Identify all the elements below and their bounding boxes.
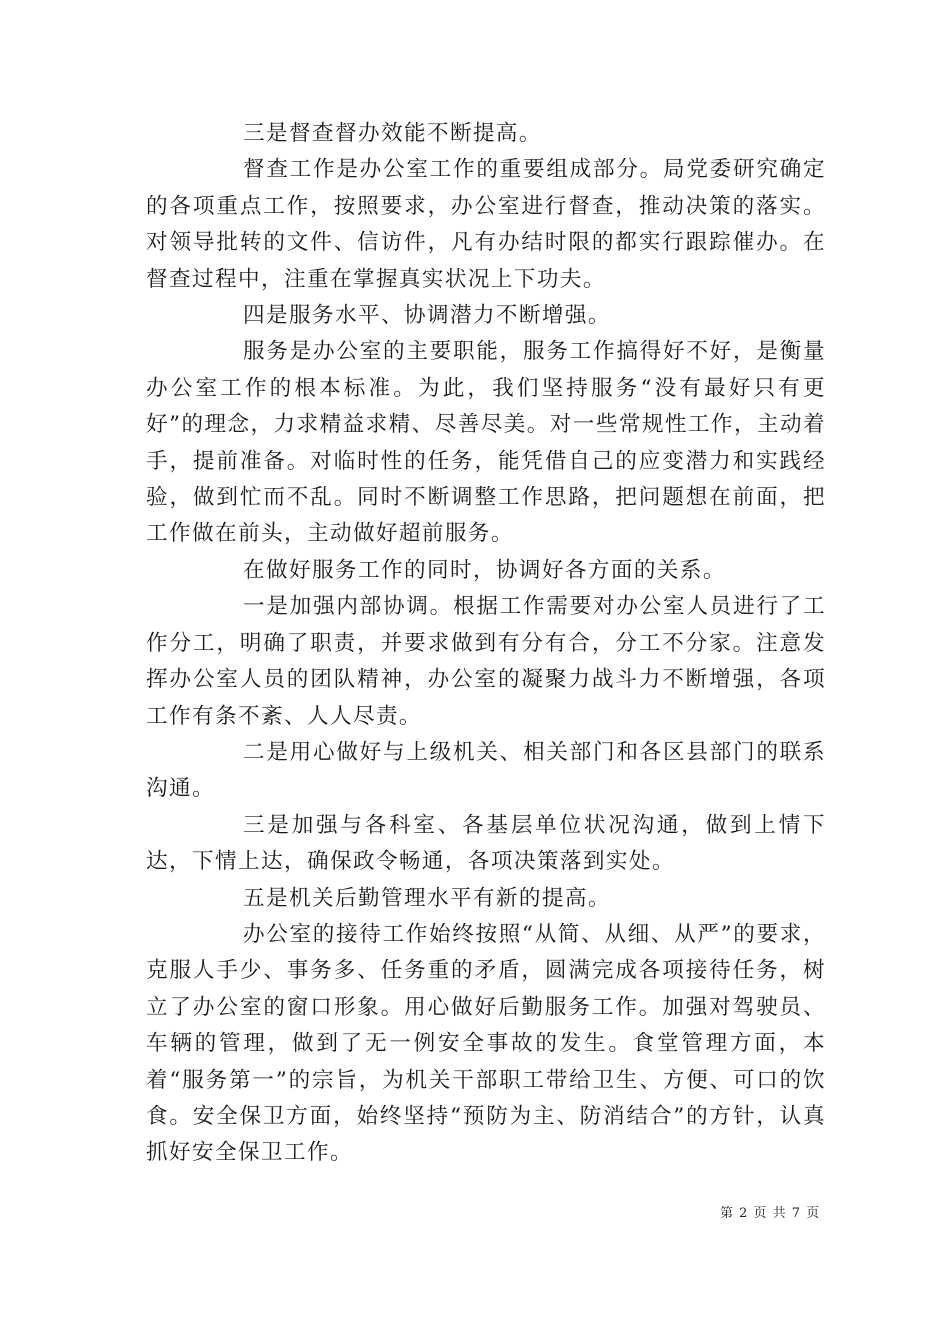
paragraph-grassroots-communication: 三是加强与各科室、各基层单位状况沟通，做到上情下达，下情上达，确保政令畅通，各项决策落到实处。 bbox=[146, 812, 826, 875]
paragraph-external-communication: 二是用心做好与上级机关、相关部门和各区县部门的联系沟通。 bbox=[146, 739, 826, 802]
paragraph-logistics-detail: 办公室的接待工作始终按照“从简、从细、从严”的要求，克服人手少、事务多、任务重的矛盾，圆满完成各项接待任务，树立了办公室的窗口形象。用心做好后勤服务工作。加强对驾驶员、车辆的管理，做到了无一例安全事故的发生。食堂管理方面，本着“服务第一”的宗旨，为机关干部职工带给卫生、方便、可口的饮食。安全保卫方面，始终坚持“预防为主、防消结合”的方针，认真抓好安全保卫工作。 bbox=[146, 921, 826, 1166]
paragraph-service-detail: 服务是办公室的主要职能，服务工作搞得好不好，是衡量办公室工作的根本标准。为此，我们坚持服务“没有最好只有更好”的理念，力求精益求精、尽善尽美。对一些常规性工作，主动着手，提前准备。对临时性的任务，能凭借自己的应变潜力和实践经验，做到忙而不乱。同时不断调整工作思路，把问题想在前面，把工作做在前头，主动做好超前服务。 bbox=[146, 339, 826, 547]
paragraph-heading-logistics: 五是机关后勤管理水平有新的提高。 bbox=[243, 885, 611, 911]
paragraph-coordination-intro: 在做好服务工作的同时，协调好各方面的关系。 bbox=[243, 557, 726, 583]
paragraph-heading-service: 四是服务水平、协调潜力不断增强。 bbox=[243, 303, 611, 329]
page-number-label: 第 2 页 共 7 页 bbox=[720, 1206, 821, 1221]
paragraph-supervision-detail: 督查工作是办公室工作的重要组成部分。局党委研究确定的各项重点工作，按照要求，办公室进行督查，推动决策的落实。对领导批转的文件、信访件，凡有办结时限的都实行跟踪催办。在督查过程中，注重在掌握真实状况上下功夫。 bbox=[146, 157, 826, 292]
document-body bbox=[146, 116, 826, 1172]
page-number-footer bbox=[720, 1202, 820, 1221]
paragraph-heading-supervision: 三是督查督办效能不断提高。 bbox=[243, 121, 542, 146]
paragraph-internal-coordination: 一是加强内部协调。根据工作需要对办公室人员进行了工作分工，明确了职责，并要求做到有分有合，分工不分家。注意发挥办公室人员的团队精神，办公室的凝聚力战斗力不断增强，各项工作有条不紊、人人尽责。 bbox=[146, 594, 826, 729]
